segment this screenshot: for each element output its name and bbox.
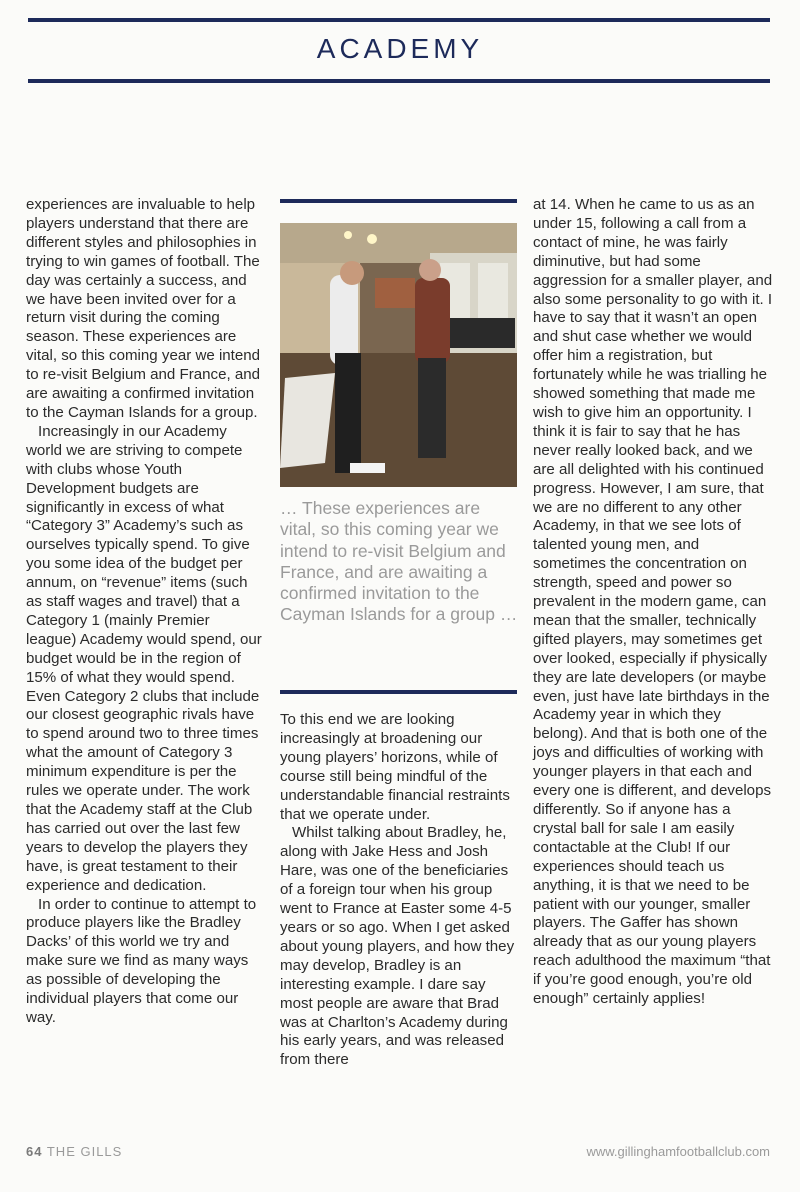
paragraph: Increasingly in our Academy world we are striving to compete with clubs whose Youth Development budgets are significantly in excess of what “Category 3” Academy’s such as ourselves typically spend. To give you some idea of the budget per annum, on “revenue” items (such as staff wages and travel) that a Category 1 (mainly Premier league) Academy would spend, our budget would be in the region of 15% of what they would spend. Even Category 2 clubs that include our closest geographic rivals have to spend around two to three times what the amount of Category 3 minimum expenditure is per the rules we operate under. The work that the Academy staff at the Club has carried out over the last few years to develop the players they have, is great testament to their experience and dedication. [26,422,262,894]
paragraph: To this end we are looking increasingly at broadening our young players’ horizons, while of course still being mindful of the understandable financial restraints that we operate under. [280,711,510,823]
publication-name: THE GILLS [46,1144,123,1159]
header-rule-bottom [28,79,770,83]
header-rule-top [28,18,770,22]
article-photo [280,223,517,487]
article-column-2 [280,711,519,1070]
page-number: 64 [26,1144,43,1159]
paragraph: experiences are invaluable to help players understand that there are different styles and philosophies in trying to win games of football. The day was certainly a success, and we have been invited over for a return visit during the coming season. These experiences are vital, so this coming year we intend to re-visit Belgium and France, and are awaiting a confirmed invitation to the Cayman Islands for a group. [26,196,261,421]
footer-website: www.gillinghamfootballclub.com [586,1144,770,1159]
pull-quote: … These experiences are vital, so this coming year we intend to re-visit Belgium and France, and are awaiting a confirmed invitation to the Cayman Islands for a group … [280,498,518,625]
paragraph: Whilst talking about Bradley, he, along with Jake Hess and Josh Hare, was one of the beneficiaries of a foreign tour when his group went to France at Easter some 4-5 years or so ago. When I get asked about young players, and how they may develop, Bradley is an interesting example. I dare say most people are aware that Brad was at Charlton’s Academy during his early years, and was released from there [280,824,515,1069]
paragraph: In order to continue to attempt to produce players like the Bradley Dacks’ of this world we try and make sure we find as many ways as possible of developing the individual players that come our way. [26,895,257,1026]
pull-quote-rule [280,690,517,694]
article-column-1 [26,196,262,1028]
section-title: ACADEMY [316,33,484,64]
paragraph: at 14. When he came to us as an under 15, following a call from a contact of mine, he was fairly diminutive, but had some aggression for a smaller player, and also some personality to go with it. I have to say that it wasn’t an open and shut case whether we would offer him a registration, but fortunately while he was trialling he showed something that made me wish to give him an opportunity. I think it is fair to say that he has never really looked back, and we are all delighted with his continued progress. However, I am sure, that we are no different to any other Academy, in that we see lots of talented young men, and sometimes the concentration on strength, speed and power so prevalent in the modern game, can mean that the smaller, technically gifted players, may sometimes get over looked, especially if physically they are late developers (or maybe even, just have late birthdays in the Academy year in which they belong). And that is both one of the joys and difficulties of working with younger players in that each and every one is different, and develops differently. So if anyone has a crystal ball for sale I am easily contactable at the Club! If our experiences should teach us anything, it is that we need to be patient with our younger, smaller players. The Gaffer has shown already that as our young players reach adulthood the maximum “that if you’re good enough, you’re old enough” certainly applies! [533,196,773,1008]
article-column-3 [533,196,773,1009]
footer-page-info [26,1144,122,1159]
photo-rule [280,199,517,203]
